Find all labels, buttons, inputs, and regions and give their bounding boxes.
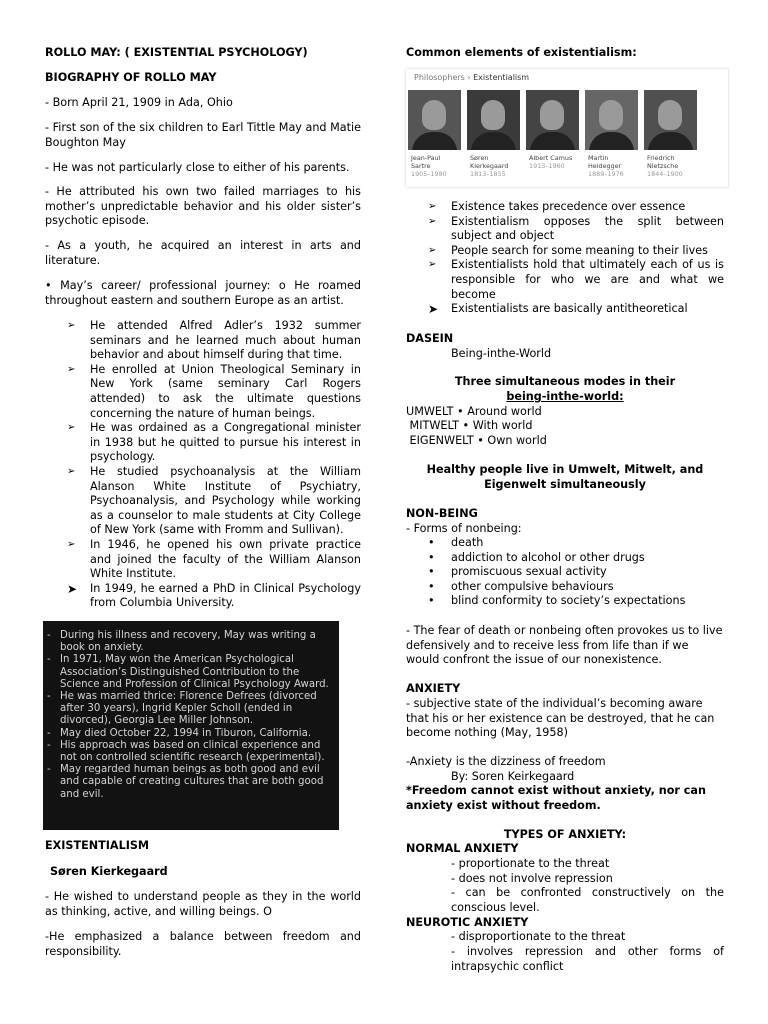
bio-career-intro: • May’s career/ professional journey: o He roamed throughout eastern and southern Europe as an artist.	[45, 279, 361, 307]
anxiety-heading: ANXIETY	[406, 682, 461, 695]
career-list	[45, 319, 361, 611]
portrait-photo	[526, 90, 579, 150]
anxiety-definition: - subjective state of the individual’s becoming aware that his or her existence can be destroyed, that he can become nothing (May, 1958)	[406, 697, 715, 740]
arrow-bullet-icon: ➢	[67, 320, 76, 331]
normal-item: - can be confronted constructively on the conscious level.	[451, 886, 724, 914]
fear-paragraph: - The fear of death or nonbeing often provokes us to live defensively and to receive less from life than if we would confront the issue of our nonexistence.	[406, 624, 723, 667]
portrait-photo	[408, 90, 461, 150]
quote-author: By: Soren Keirkegaard	[451, 770, 575, 783]
modes-heading: Three simultaneous modes in their	[454, 375, 676, 388]
kierkegaard-para-2: -He emphasized a balance between freedom and responsibility.	[45, 930, 361, 958]
bio-marriages: - He attributed his own two failed marriages to his mother’s unpredictable behavior and his older sister’s psychotic episode.	[45, 185, 361, 228]
philosopher-card: Albert Camus 1913–1960	[526, 90, 581, 170]
arrow-bullet-icon: ➢	[428, 259, 437, 271]
nonbeing-heading: NON-BEING	[406, 507, 478, 520]
kierkegaard-heading: Søren Kierkegaard	[50, 865, 168, 878]
list-item: ➢ He enrolled at Union Theological Seminary in New York (same seminary Carl Rogers attended) to ask the ultimate questions concerning the nature of human beings.	[67, 362, 361, 420]
list-item: ➢ People search for some meaning to their lives	[428, 243, 708, 257]
list-item: ➤ In 1949, he earned a PhD in Clinical Psychology from Columbia University.	[67, 581, 361, 610]
elements-list	[406, 200, 724, 317]
neurotic-anxiety-heading: NEUROTIC ANXIETY	[406, 916, 529, 929]
list-item: - His approach was based on clinical experience and not on controlled scientific research (experimental).	[47, 739, 325, 764]
list-item: ➢ He studied psychoanalysis at the William Alanson White Institute of Psychiatry, Psychoanalysis, and Psychology while working as a counselor to male students at City College of New York (same with Fromm and Sullivan).	[67, 464, 361, 537]
arrow-bullet-icon: ➤	[428, 302, 439, 317]
mode-eigenwelt: EIGENWELT • Own world	[406, 434, 547, 447]
list-item: - During his illness and recovery, May was writing a book on anxiety.	[47, 630, 316, 654]
list-item: ➢ Existentialists hold that ultimately each of us is responsible for who we are and what we become	[428, 258, 724, 301]
neurotic-item: - disproportionate to the threat	[451, 930, 626, 943]
philosophers-breadcrumb: Philosophers › Existentialism	[414, 73, 530, 82]
dark-notes-box	[43, 621, 339, 830]
neurotic-item: - involves repression and other forms of intrapsychic conflict	[451, 945, 724, 973]
list-item: ➢ He was ordained as a Congregational minister in 1938 but he quitted to pursue his interest in psychology.	[67, 421, 361, 464]
list-item: • addiction to alcohol or other drugs	[428, 550, 645, 564]
healthy-statement: Healthy people live in Umwelt, Mitwelt, and Eigenwelt simultaneously	[426, 463, 704, 491]
list-item: • promiscuous sexual activity	[428, 565, 607, 579]
portrait-photo	[585, 90, 638, 150]
kierkegaard-para-1: - He wished to understand people as they in the world as thinking, active, and willing beings. O	[45, 890, 361, 918]
list-item: ➢ He attended Alfred Adler’s 1932 summer seminars and he learned much about human behavior and about himself during that time.	[67, 319, 361, 362]
list-item: ➤ Existentialists are basically antitheoretical	[428, 302, 688, 317]
arrow-bullet-icon: ➢	[67, 422, 76, 434]
common-elements-heading: Common elements of existentialism:	[406, 46, 637, 59]
arrow-bullet-icon: ➢	[428, 244, 437, 256]
list-item: • death	[428, 536, 484, 549]
arrow-bullet-icon: ➢	[67, 538, 76, 550]
dizziness-quote: -Anxiety is the dizziness of freedom	[406, 755, 606, 768]
list-item: - May died October 22, 1994 in Tiburon, California.	[47, 727, 312, 739]
mode-umwelt: UMWELT • Around world	[406, 405, 542, 418]
list-item: ➢ Existentialism opposes the split between subject and object	[428, 214, 724, 243]
mode-mitwelt: MITWELT • With world	[406, 419, 533, 432]
arrow-bullet-icon: ➤	[67, 581, 78, 596]
modes-subheading: being-inthe-world:	[506, 390, 624, 403]
list-item: - He was married thrice: Florence Defrees (divorced after 30 years), Ingrid Kepler Scholl (ended in divorced), Georgia Lee Miller Johnson.	[47, 691, 317, 727]
bio-first-son: - First son of the six children to Earl Tittle May and Matie Boughton May	[45, 121, 361, 149]
document-title: ROLLO MAY: ( EXISTENTIAL PSYCHOLOGY)	[45, 46, 308, 59]
list-item: ➢ In 1946, he opened his own private practice and joined the faculty of the William Alanson White Institute.	[67, 537, 361, 581]
portrait-photo	[467, 90, 520, 150]
arrow-bullet-icon: ➢	[428, 201, 437, 212]
bio-youth: - As a youth, he acquired an interest in arts and literature.	[45, 239, 361, 267]
philosopher-card: Søren Kierkegaard 1813–1855	[467, 90, 522, 178]
arrow-bullet-icon: ➢	[67, 363, 76, 375]
list-item: • blind conformity to society’s expectations	[428, 594, 686, 608]
dasein-heading: DASEIN	[406, 332, 454, 345]
nonbeing-list	[406, 536, 724, 609]
arrow-bullet-icon: ➢	[67, 465, 76, 477]
portrait-photo	[644, 90, 697, 150]
list-item: - In 1971, May won the American Psychological Association’s Distinguished Contribution to the Science and Profession of Clinical Psychology Award.	[47, 654, 329, 690]
philosopher-card: Jean-Paul Sartre 1905–1980	[408, 90, 463, 178]
normal-anxiety-heading: NORMAL ANXIETY	[406, 842, 519, 855]
list-item: • other compulsive behaviours	[428, 579, 614, 593]
bio-born: - Born April 21, 1909 in Ada, Ohio	[45, 96, 233, 109]
freedom-statement: *Freedom cannot exist without anxiety, nor can anxiety exist without freedom.	[406, 784, 706, 812]
philosopher-card: Martin Heidegger 1889–1976	[585, 90, 640, 178]
nonbeing-intro: - Forms of nonbeing:	[406, 522, 522, 535]
biography-heading: BIOGRAPHY OF ROLLO MAY	[45, 71, 217, 84]
dasein-text: Being-inthe-World	[451, 347, 552, 360]
dark-notes-list	[43, 621, 339, 801]
list-item: ➢ Existence takes precedence over essence	[428, 200, 686, 213]
philosophers-image	[406, 69, 728, 187]
philosopher-card: Friedrich Nietzsche 1844–1900	[644, 90, 699, 178]
existentialism-heading: EXISTENTIALISM	[45, 839, 150, 852]
types-heading: TYPES OF ANXIETY:	[503, 828, 627, 841]
bio-parents: - He was not particularly close to either of his parents.	[45, 161, 350, 174]
arrow-bullet-icon: ➢	[428, 215, 437, 227]
normal-item: - does not involve repression	[451, 872, 613, 885]
list-item: - May regarded human beings as both good and evil and capable of creating cultures that are both good and evil.	[47, 764, 324, 800]
normal-item: - proportionate to the threat	[451, 857, 610, 870]
